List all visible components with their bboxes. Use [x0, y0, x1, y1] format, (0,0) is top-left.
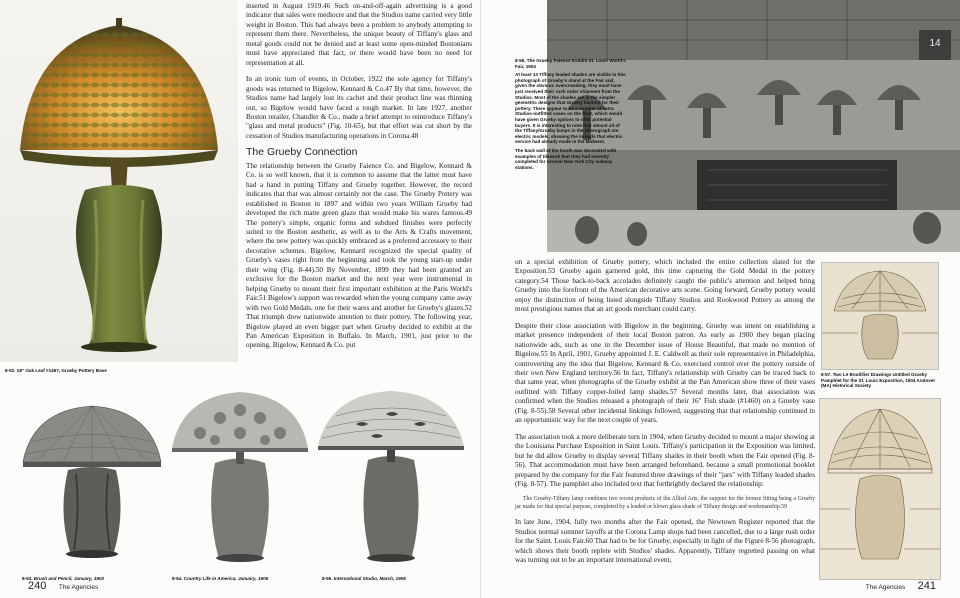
caption-fig-8-55: 8-55. International Studio, March, 1906	[322, 576, 406, 581]
lamp-drawing-bottom	[819, 398, 941, 580]
page-number: 240	[28, 580, 47, 592]
photo-badge: 14	[929, 38, 941, 49]
left-paragraph-1: inserted in August 1919.46 Such on-and-off-again advertising is a good indicator that sales were mediocre and that the Studios name carried very little weight in Boston. This had always been a problem to anybody attempting to represent them there. Nevertheless, the unique beauty of Tiffany's glass and metal goods could not be denied and at least some open-minded Bostonians must have appreciated that fact, or there would have been no need for representation at all.	[246, 2, 472, 67]
caption-fig-8-53: 8-53. Brush and Pencil, January, 1902	[22, 576, 105, 581]
right-text-column	[515, 258, 815, 573]
caption-8-56-text: At least 13 Tiffany leaded shades are visible in this photograph of Grueby's stand at the Fair and, given the obvious overcrowding, they must have just received their rush order shipment from the Studios. Most of the shades are in the simpler geometric designs that Grueby favored for their pottery. There appear to be a number of extra Studios-outfitted vases on the floor, which would have given Grueby options to offer potential buyers. It is interesting to note that almost all of the Tiffany/Grueby lamps in the photograph are electric models, showing the inroads that electric service had already made in the Midwest.	[515, 72, 626, 145]
left-paragraph-3: The relationship between the Grueby Faience Co. and Bigelow, Kennard & Co. is so well known, that it is common to assume that the latter must have had a hand in putting Tiffany and Grueby together. However, the record indicates that that was almost certainly not the case. The Grueby Pottery was established in Boston in 1897 and within two years William Grueby had developed the rich matte green glaze that would make his wares famous.49 The pottery's simple, organic forms and subdued finishes were perfectly suited to the Boston aesthetic, as well as to the Arts & Crafts movement, where the new pottery was quickly embraced as a preferred accessory to their decorative schemes. Bigelow, Kennard recognized the special quality of Grueby's vases right from the beginning and took the young start-up under their wing (Fig. 8-44).50 By November, 1899 they had been granted an exclusive for the Boston market and the next year were instrumental in helping Grueby to mount their first important exhibition at the Paris World's Fair.51 Bigelow's support was rewarded when the young company came away with two Gold Medals, one for their wares and another for Grueby's glazes.52 That triumph drew nationwide attention to their pottery. The following year, Bigelow played an even bigger part when Grueby decided to exhibit at the Pan American Exposition in Buffalo. In March, 1901, just prior to the opening, Bigelow, Kennard & Co. put	[246, 161, 472, 350]
pamphlet-quote: The Grueby-Tiffany lamp combines two recent products of the Allied Arts, the support for the bronze fitting being a Grueby jar made for that special purpose, completed by a leaded or blown glass shade of Tiffany design and workmanship.59	[515, 496, 815, 510]
drawing-top-illustration	[822, 263, 938, 369]
lamp-8-53-illustration	[18, 402, 166, 572]
section-heading: The Grueby Connection	[246, 146, 358, 159]
caption-fig-8-57: 8-57. Two Le Boutillier Drawings Untitled Grueby Pamphlet for the St. Louis Exposition, 1904 Andover (MA) Historical Society	[821, 372, 936, 389]
oak-leaf-lamp-photo	[0, 0, 238, 362]
drawing-bottom-illustration	[820, 399, 940, 579]
caption-fig-8-56: 8-56. The Grueby Faience Exhibit St. Louis World's Fair, 1904 At least 13 Tiffany leaded shades are visible in this photograph of Grueby's stand at the Fair and, given the obvious overcrowding, they must have just received their rush order shipment from the Studios. Most of the shades are in the simpler geometric designs that Grueby favored for their pottery. There appear to be a number of extra Studios-outfitted vases on the floor, which would have given Grueby options to offer potential buyers. It is interesting to note that almost all of the Tiffany/Grueby lamps in the photograph are electric models, showing the inroads that electric service had already made in the Midwest. The back wall of the booth was decorated with examples of tilework that they had recently completed for several New York City subway stations.	[515, 58, 626, 170]
left-text-column	[246, 2, 472, 358]
lamp-photo-8-55	[316, 388, 466, 572]
caption-fig-8-52: 8-52. 18" Oak Leaf #1467, Grueby Pottery Base	[5, 368, 107, 373]
left-folio	[28, 576, 98, 594]
lamp-illustration	[0, 0, 238, 362]
right-paragraph-2: Despite their close association with Bigelow in the beginning, Grueby was intent on establishing a market presence independent of their local Boston patron. As early as 1900 they began placing nationwide ads, such as one in the December issue of House Beautiful, that made no mention of Bigelow.55 In April, 1901, Grueby appointed J. E. Caldwell as their sole representative in Philadelphia, controverting any the idea that Bigelow, Kennard & Co. exercised control over the pottery outside of their own New England territory.56 In fact, Tiffany's relationship with Grueby can be traced back to that same year, when photographs of the Grueby exhibit at the Pan American show three of their vases outfitted with Tiffany copper-foiled lamp shades.57 Several months later, that association was confirmed when the Studios released a photograph of their 16" Fish shade (#1460) on a Grueby vase (Fig. 8-55).58 Several other incidental linkings followed, suggesting that that relationship continued in an opportunistic way for the next couple of years.	[515, 321, 815, 425]
caption-fig-8-54: 8-54. Country Life in America, January, 1906	[172, 576, 269, 581]
section-name: The Agencies	[865, 584, 906, 591]
page-number: 241	[917, 580, 936, 592]
left-paragraph-2: In an ironic turn of events, in October, 1922 the sole agency for Tiffany's goods was returned to Bigelow, Kennard & Co.47 By that time, however, the Studios name had largely lost its cachet and their product line was thinning out, so Bigelow would have faced a tough market. In late 1927, another Boston retailer, Chandler & Co., made a brief attempt to reintroduce Tiffany's "glass and metal products" (Fig. 10-65), but that effort was cut short by the cessation of Studios manufacturing operations in Corona.48	[246, 75, 472, 140]
right-folio	[866, 576, 936, 594]
right-paragraph-4: In late June, 1904, fully two months after the Fair opened, the Newtown Register reported that the Studios normal summer layoffs at the Corona Lamp shops had been cancelled, due to a large rush order for the Saint. Louis Fair.60 That had to be for Grueby, especially in light of the Figure 8-56 photograph, which shows their booth replete with Studios' shades. Apparently, Tiffany regretted passing on what was turning out to be an important international event,	[515, 518, 815, 565]
lamp-photo-8-53	[18, 402, 166, 572]
right-paragraph-1: on a special exhibition of Grueby pottery, which included the entire collection slated for the Exposition.53 Grueby again garnered gold, this time capturing the Gold Medal in the pottery category.54 Those back-to-back accolades definitely caught the public's attention and helped bring Grueby into the forefront of the American decorative arts scene. Going forward, Grueby pottery would enjoy the distinction of being listed alongside Tiffany Studios and Rookwood Pottery as among the most prestigious names that an art goods merchant could carry.	[515, 258, 815, 314]
section-name: The Agencies	[58, 584, 99, 591]
right-paragraph-3: The association took a more deliberate turn in 1904, when Grueby decided to mount a major showing at the Louisiana Purchase Exposition in Saint Louis. Tiffany's participation in the Exposition was limited, but he did allow Grueby to display several Tiffany shades in their booth when the Fair opened (Fig. 8-56). That accommodation must have been arranged beforehand, because a small promotional booklet prepared by the company for the Fair featured three drawings of their "jars" with Tiffany leaded shades (Fig. 8-57). The pamphlet also included text that forthrightly declared the relationship:	[515, 432, 815, 488]
lamp-photo-8-54	[170, 388, 310, 572]
lamp-8-54-illustration	[170, 388, 310, 572]
caption-8-56-text-2: The back wall of the booth was decorated with examples of tilework that they had recently completed for several New York City subway stations.	[515, 147, 617, 170]
right-page	[480, 0, 960, 598]
lamp-drawing-top	[821, 262, 939, 370]
lamp-8-55-illustration	[316, 388, 466, 572]
